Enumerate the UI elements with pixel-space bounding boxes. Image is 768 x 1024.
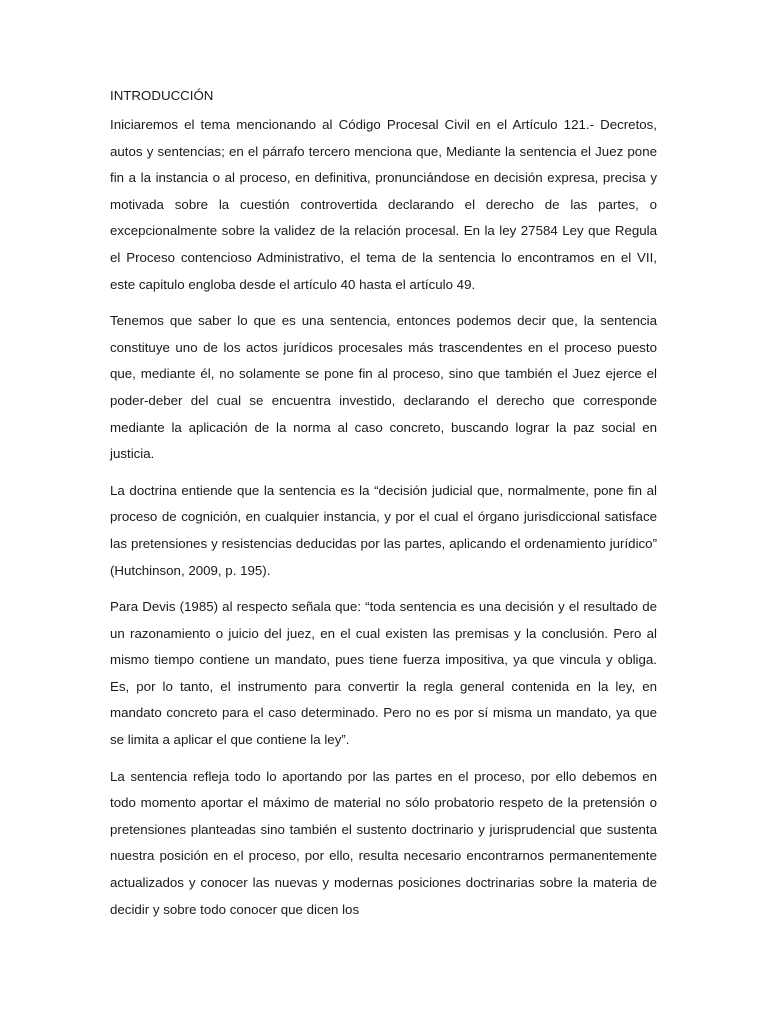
- section-heading: INTRODUCCIÓN: [110, 88, 214, 103]
- paragraph-2: Tenemos que saber lo que es una sentencia, entonces podemos decir que, la sentencia constituye uno de los actos jurídicos procesales más trascendentes en el proceso puesto que, mediante él, no solamente se pone fin al proceso, sino que también el Juez ejerce el poder-deber del cual se encuentra investido, declarando el derecho que corresponde mediante la aplicación de la norma al caso concreto, buscando lograr la paz social en justicia.: [110, 313, 657, 462]
- paragraph-4: Para Devis (1985) al respecto señala que: “toda sentencia es una decisión y el resultado de un razonamiento o juicio del juez, en el cual existen las premisas y la conclusión. Pero al mismo tiempo contiene un mandato, pues tiene fuerza impositiva, ya que vincula y obliga. Es, por lo tanto, el instrumento para convertir la regla general contenida en la ley, en mandato concreto para el caso determinado. Pero no es por sí misma un mandato, ya que se limita a aplicar el que contiene la ley”.: [110, 599, 657, 748]
- paragraph-5: La sentencia refleja todo lo aportando por las partes en el proceso, por ello debemos en todo momento aportar el máximo de material no sólo probatorio respeto de la pretensión o pretensiones planteadas sino también el sustento doctrinario y jurisprudencial que sustenta nuestra posición en el proceso, por ello, resulta necesario encontrarnos permanentemente actualizados y conocer las nuevas y modernas posiciones doctrinarias sobre la materia de decidir y sobre todo conocer que dicen los: [110, 768, 657, 917]
- paragraph-3: La doctrina entiende que la sentencia es la “decisión judicial que, normalmente, pone fin al proceso de cognición, en cualquier instancia, y por el cual el órgano jurisdiccional satisface las pretensiones y resistencias deducidas por las partes, aplicando el ordenamiento jurídico” (Hutchinson, 2009, p. 195).: [110, 482, 657, 578]
- paragraph-1: Iniciaremos el tema mencionando al Código Procesal Civil en el Artículo 121.- Decretos, autos y sentencias; en el párrafo tercero menciona que, Mediante la sentencia el Juez pone fin a la instancia o al proceso, en definitiva, pronunciándose en decisión expresa, precisa y motivada sobre la cuestión controvertida declarando el derecho de las partes, o excepcionalmente sobre la validez de la relación procesal. En la ley 27584 Ley que Regula el Proceso contencioso Administrativo, el tema de la sentencia lo encontramos en el VII, este capitulo engloba desde el artículo 40 hasta el artículo 49.: [110, 117, 657, 292]
- document-body: [110, 86, 657, 933]
